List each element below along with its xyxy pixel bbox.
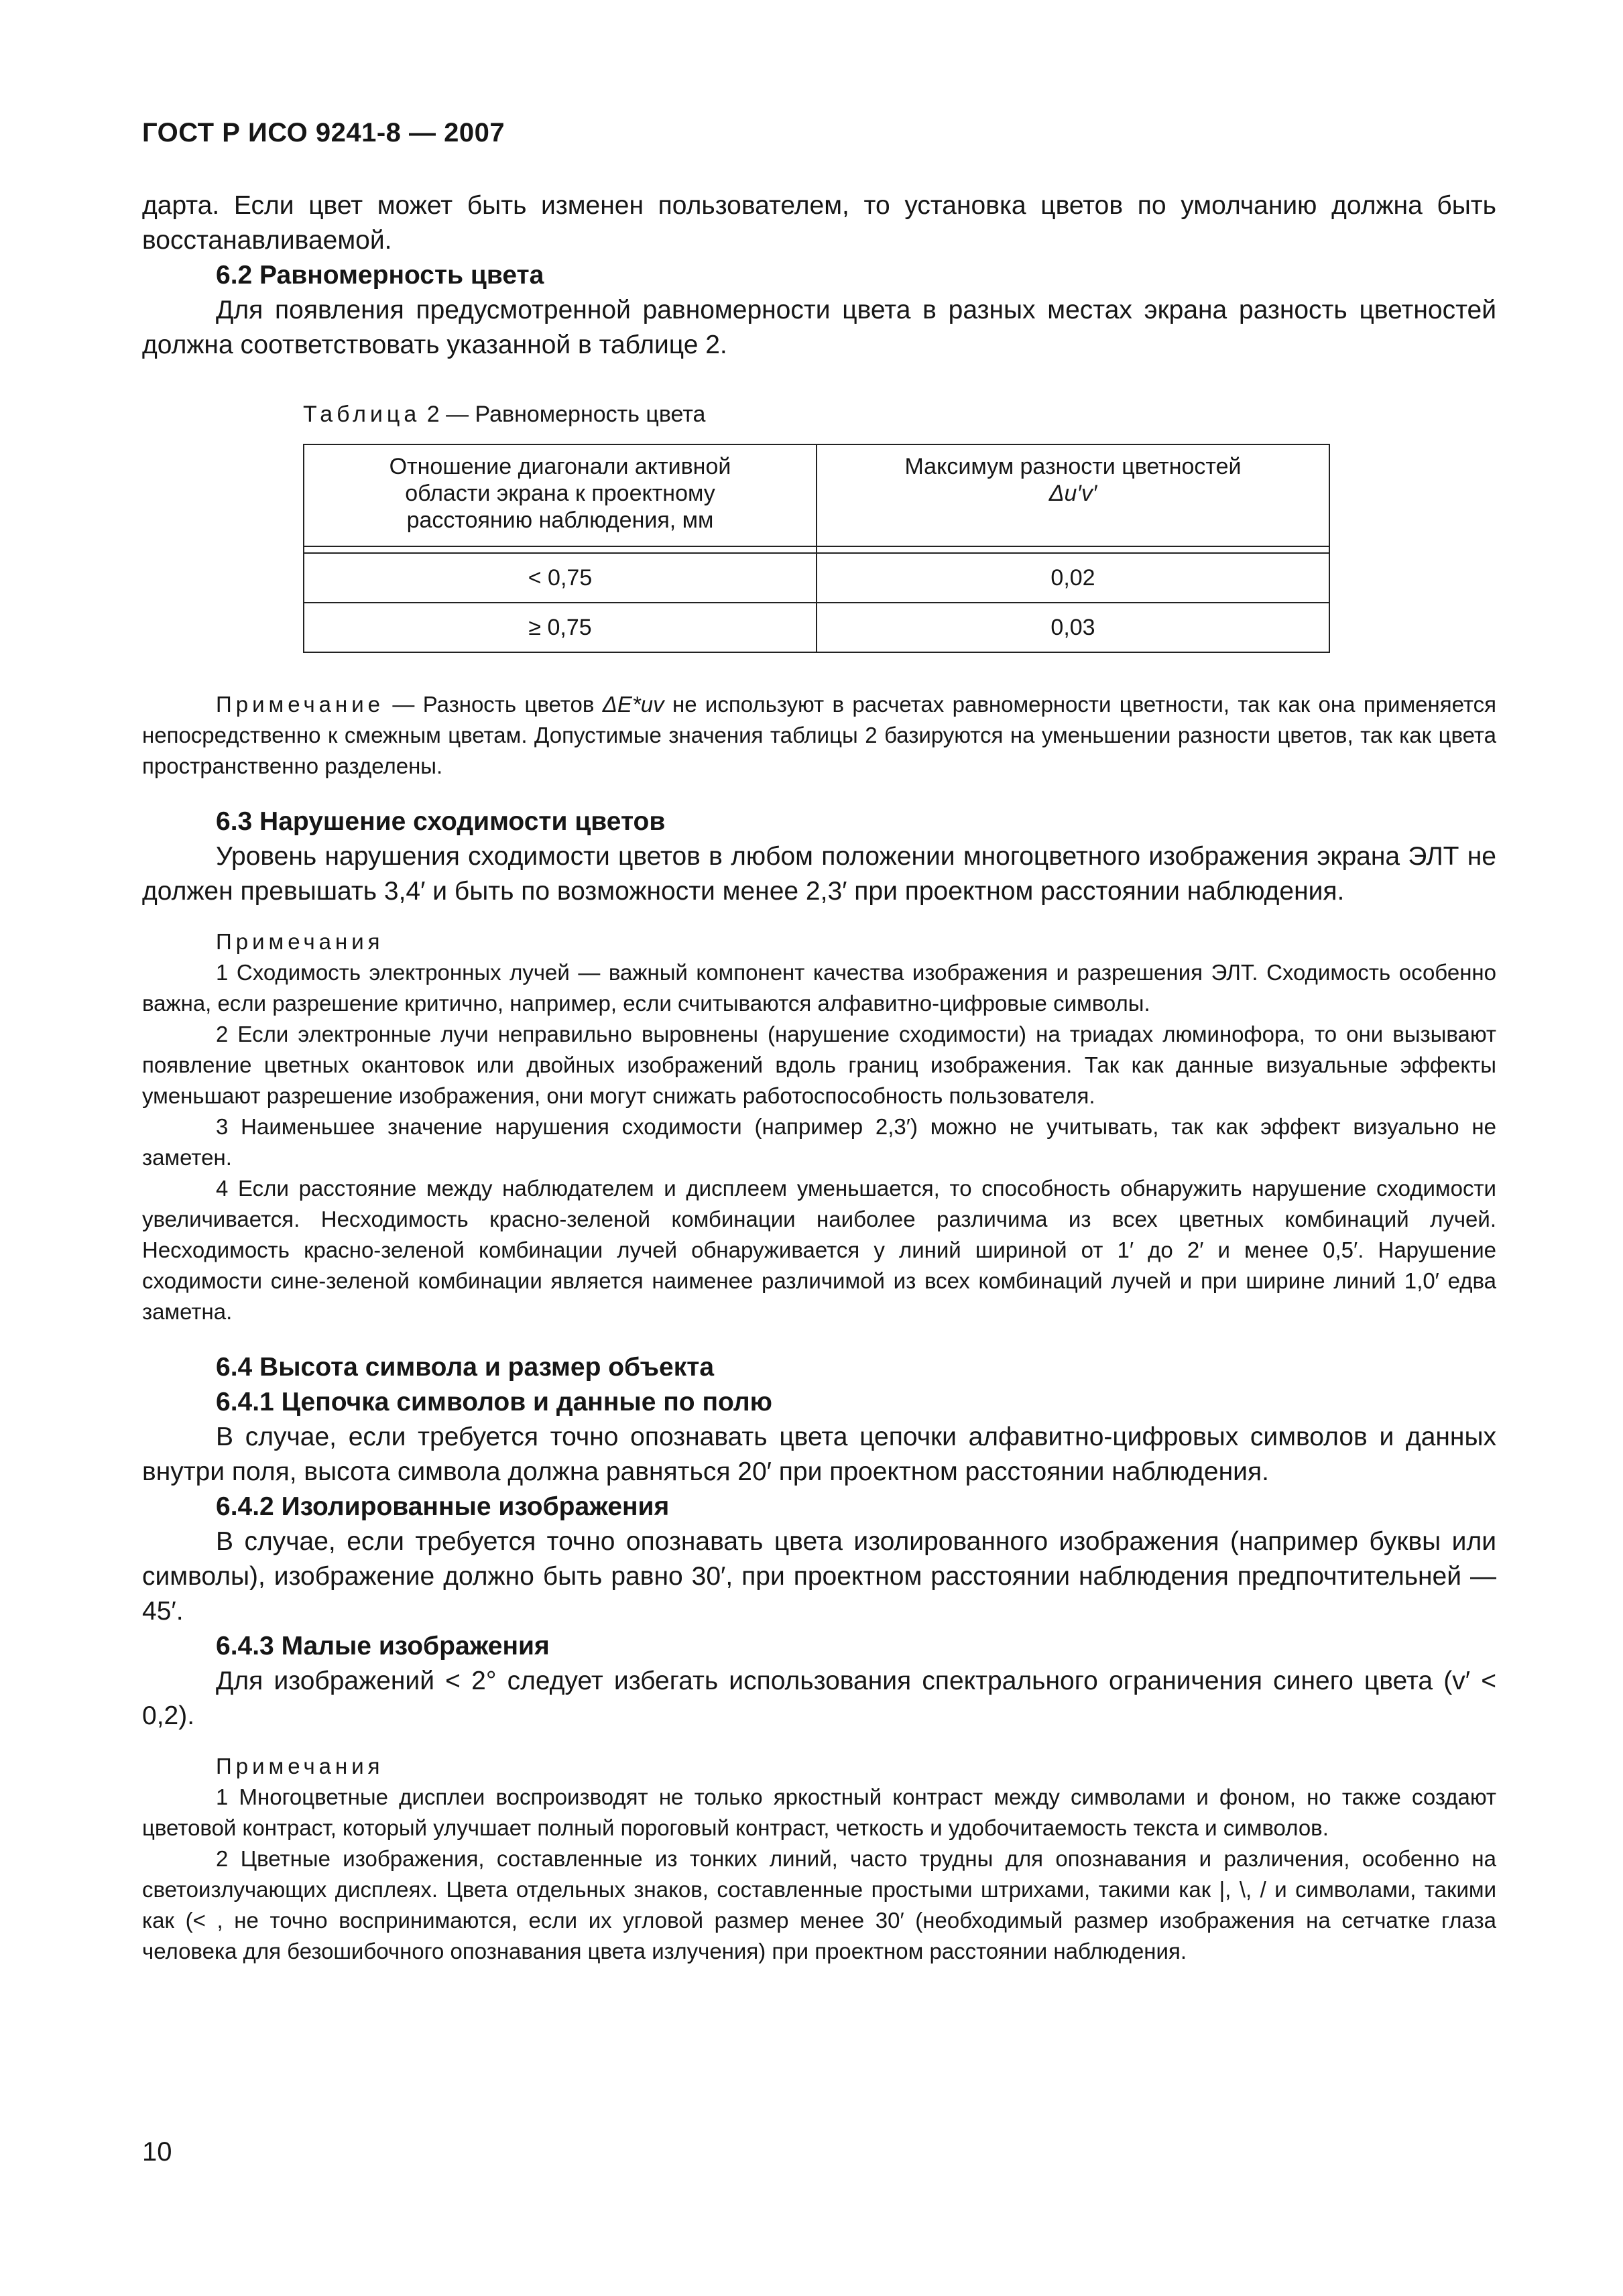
page-number: 10 bbox=[142, 2137, 172, 2167]
notes-heading: Примечания bbox=[216, 929, 384, 954]
notes-heading: Примечания bbox=[216, 1754, 384, 1778]
table-header-col2-symbol: Δu′v′ bbox=[1048, 481, 1097, 506]
document-header: ГОСТ Р ИСО 9241-8 — 2007 bbox=[142, 118, 505, 147]
table-caption-label: Таблица bbox=[303, 402, 421, 427]
note-label: Примечание bbox=[216, 692, 385, 717]
section-6-2-title: 6.2 Равномерность цвета bbox=[216, 261, 544, 290]
table-header-row bbox=[304, 444, 1329, 546]
table-row bbox=[304, 553, 1329, 603]
table-cell-ratio: ≥ 0,75 bbox=[304, 603, 817, 652]
table-row bbox=[304, 603, 1329, 652]
section-6-4-3-text: Для изображений < 2° следует избегать использования спектрального ограничения синего цвета (v′ < 0,2). bbox=[142, 1667, 1496, 1730]
note-item: 2 Цветные изображения, составленные из тонких линий, часто трудны для опознавания и различения, особенно на светоизлучающих дисплеях. Цвета отдельных знаков, составленные простыми штрихами, такими как |, \, / и символами, такими как (< , не точно воспринимаются, если их угловой размер менее 30′ (необходимый размер изображения на сетчатке глаза человека для безошибочного опознавания цвета излучения) при проектном расстоянии наблюдения. bbox=[142, 1846, 1496, 1963]
note-item: 1 Многоцветные дисплеи воспроизводят не только яркостный контраст между символами и фоном, но также создают цветовой контраст, который улучшает полный пороговый контраст, четкость и удобочитаемость текста и символов. bbox=[142, 1785, 1496, 1840]
note-item: 3 Наименьшее значение нарушения сходимости (например 2,3′) можно не учитывать, так как эффект визуально не заметен. bbox=[142, 1114, 1496, 1170]
table-cell-value: 0,03 bbox=[817, 603, 1329, 652]
section-6-4-1-text: В случае, если требуется точно опознавать цвета цепочки алфавитно-цифровых символов и данных внутри поля, высота символа должна равняться 20′ при проектном расстоянии наблюдения. bbox=[142, 1423, 1496, 1486]
table-caption-title: 2 — Равномерность цвета bbox=[420, 402, 706, 427]
intro-paragraph: дарта. Если цвет может быть изменен пользователем, то установка цветов по умолчанию должна быть восстанавливаемой. bbox=[142, 191, 1496, 255]
table-separator-row bbox=[304, 546, 1329, 553]
table-caption bbox=[303, 402, 1496, 428]
table-header-col1: Отношение диагонали активной области экрана к проектному расстоянию наблюдения, мм bbox=[304, 444, 817, 546]
note-item: 4 Если расстояние между наблюдателем и дисплеем уменьшается, то способность обнаружить нарушение сходимости увеличивается. Несходимость красно-зеленой комбинации наиболее различима из всех цветных комбинаций лучей. Несходимость красно-зеленой комбинации лучей обнаруживается у линий шириной от 1′ до 2′ и менее 0,5′. Нарушение сходимости сине-зеленой комбинации является наименее различимой из всех комбинаций лучей и при ширине линий 1,0′ едва заметна. bbox=[142, 1176, 1496, 1324]
note-text-b: не используют в расчетах равномерности цветности, так как она применяется непосредственно к смежным цветам. Допустимые значения таблицы 2 базируются на уменьшении разности цветов, так как цвета пространственно разделены. bbox=[142, 692, 1496, 778]
section-6-3-title: 6.3 Нарушение сходимости цветов bbox=[216, 807, 666, 836]
table-cell-ratio: < 0,75 bbox=[304, 553, 817, 603]
section-6-4-title: 6.4 Высота символа и размер объекта bbox=[216, 1353, 715, 1382]
section-6-4-1-title: 6.4.1 Цепочка символов и данные по полю bbox=[216, 1388, 772, 1416]
section-6-2-text: Для появления предусмотренной равномерности цвета в разных местах экрана разность цветностей должна соответствовать указанной в таблице 2. bbox=[142, 296, 1496, 359]
uniformity-table bbox=[303, 444, 1330, 653]
section-6-4-2-title: 6.4.2 Изолированные изображения bbox=[216, 1492, 670, 1521]
document-page bbox=[142, 118, 1496, 1967]
section-6-4-2-text: В случае, если требуется точно опознавать цвета изолированного изображения (например буквы или символы), изображение должно быть равно 30′, при проектном расстоянии наблюдения предпочтительней — 45′. bbox=[142, 1527, 1496, 1626]
note-text-a: — Разность цветов bbox=[384, 692, 603, 717]
table-header-col2-text: Максимум разности цветностей bbox=[904, 454, 1242, 479]
table-header-col2 bbox=[817, 444, 1329, 546]
section-6-4-3-title: 6.4.3 Малые изображения bbox=[216, 1632, 550, 1660]
delta-e-symbol: ΔE*uv bbox=[602, 692, 664, 717]
note-item: 2 Если электронные лучи неправильно выровнены (нарушение сходимости) на триадах люминофора, то они вызывают появление цветных окантовок или двойных изображений вдоль границ изображения. Так как данные визуальные эффекты уменьшают разрешение изображения, они могут снижать работоспособность пользователя. bbox=[142, 1022, 1496, 1108]
table-note bbox=[142, 689, 1496, 782]
note-item: 1 Сходимость электронных лучей — важный компонент качества изображения и разрешения ЭЛТ. Сходимость особенно важна, если разрешение критично, например, если считываются алфавитно-цифровые символы. bbox=[142, 960, 1496, 1016]
table-cell-value: 0,02 bbox=[817, 553, 1329, 603]
section-6-3-text: Уровень нарушения сходимости цветов в любом положении многоцветного изображения экрана ЭЛТ не должен превышать 3,4′ и быть по возможности менее 2,3′ при проектном расстоянии наблюдения. bbox=[142, 842, 1496, 906]
